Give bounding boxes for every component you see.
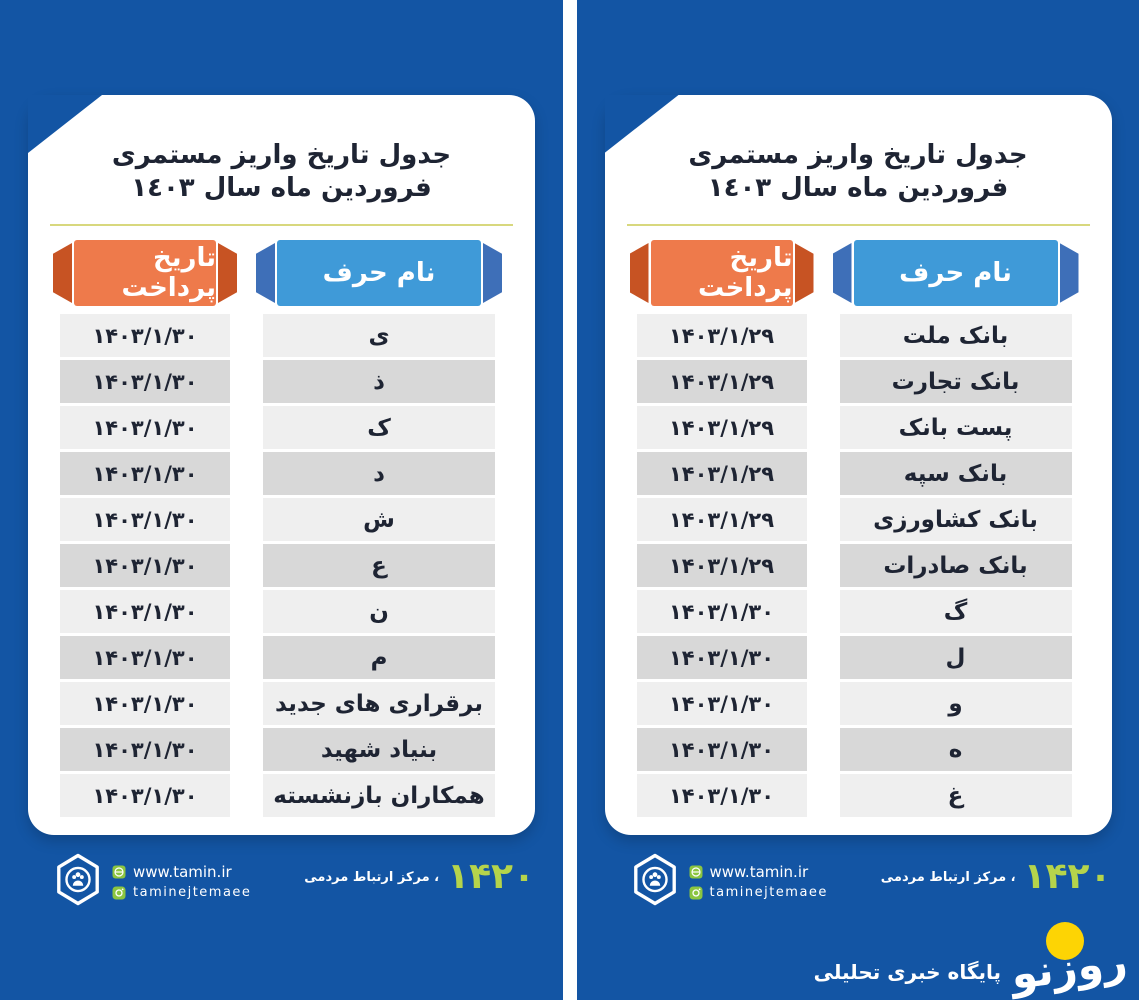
social-handle[interactable]: taminejtemaee	[709, 885, 828, 900]
payment-date-cell: ۱۴۰۳/۱/۲۹	[637, 314, 807, 357]
table-row	[605, 544, 1112, 587]
website-url[interactable]: www.tamin.ir	[709, 863, 809, 881]
globe-icon	[689, 865, 703, 879]
date-column-label: تاریخ پرداخت	[651, 240, 793, 306]
brand-logo-text: روزنو	[1008, 936, 1130, 999]
letter-name-cell: بانک تجارت	[840, 360, 1072, 403]
tamin-logo-icon	[631, 853, 679, 906]
organization-block	[605, 853, 828, 906]
table-row	[28, 682, 535, 725]
ribbon-tail-icon	[218, 243, 237, 303]
ribbon-tail-icon	[1060, 243, 1079, 303]
payment-date-cell: ۱۴۰۳/۱/۳۰	[60, 636, 230, 679]
letter-name-cell: ش	[263, 498, 495, 541]
social-handle[interactable]: taminejtemaee	[133, 885, 252, 900]
letter-name-cell: ک	[263, 406, 495, 449]
table-row	[605, 636, 1112, 679]
schedule-card	[605, 95, 1112, 835]
letter-name-cell: ل	[840, 636, 1072, 679]
payment-date-cell: ۱۴۰۳/۱/۳۰	[637, 728, 807, 771]
social-row	[689, 885, 828, 900]
table-row	[28, 498, 535, 541]
letter-name-cell: ع	[263, 544, 495, 587]
table-body	[28, 314, 535, 817]
news-brand-block	[814, 920, 1135, 1000]
table-row	[605, 774, 1112, 817]
hotline-label: ، مرکز ارتباط مردمی	[880, 869, 1016, 885]
payment-date-cell: ۱۴۰۳/۱/۳۰	[637, 682, 807, 725]
name-column-label: نام حرف	[854, 240, 1058, 306]
ribbon-tail-icon	[256, 243, 275, 303]
payment-date-cell: ۱۴۰۳/۱/۳۰	[637, 636, 807, 679]
date-column-header	[60, 240, 230, 306]
title-divider	[627, 224, 1090, 226]
contact-links	[689, 859, 828, 900]
payment-date-cell: ۱۴۰۳/۱/۳۰	[60, 406, 230, 449]
letter-name-cell: بانک سپه	[840, 452, 1072, 495]
schedule-panel	[0, 0, 563, 1000]
payment-date-cell: ۱۴۰۳/۱/۳۰	[60, 544, 230, 587]
payment-date-cell: ۱۴۰۳/۱/۳۰	[60, 360, 230, 403]
payment-date-cell: ۱۴۰۳/۱/۳۰	[637, 774, 807, 817]
table-row	[28, 728, 535, 771]
schedule-panel	[577, 0, 1139, 1000]
letter-name-cell: ذ	[263, 360, 495, 403]
table-row	[28, 452, 535, 495]
hotline-number: ۱۴۲۰	[1023, 856, 1112, 897]
table-row	[28, 636, 535, 679]
payment-date-cell: ۱۴۰۳/۱/۳۰	[60, 452, 230, 495]
payment-date-cell: ۱۴۰۳/۱/۳۰	[60, 590, 230, 633]
table-row	[28, 314, 535, 357]
letter-name-cell: ی	[263, 314, 495, 357]
letter-name-cell: پست بانک	[840, 406, 1072, 449]
ribbon-tail-icon	[833, 243, 852, 303]
social-row	[112, 885, 251, 900]
table-row	[28, 590, 535, 633]
table-row	[28, 406, 535, 449]
panel-footer	[28, 853, 535, 906]
table-row	[605, 452, 1112, 495]
ribbon-tail-icon	[483, 243, 502, 303]
letter-name-cell: بنیاد شهید	[263, 728, 495, 771]
table-header-row	[28, 240, 535, 306]
table-row	[605, 590, 1112, 633]
table-header-row	[605, 240, 1112, 306]
payment-date-cell: ۱۴۰۳/۱/۳۰	[60, 728, 230, 771]
instagram-icon	[689, 886, 703, 900]
hotline-number: ۱۴۲۰	[447, 856, 535, 897]
letter-name-cell: برقراری های جدید	[263, 682, 495, 725]
table-row	[605, 406, 1112, 449]
payment-date-cell: ۱۴۰۳/۱/۳۰	[60, 498, 230, 541]
payment-date-cell: ۱۴۰۳/۱/۳۰	[60, 774, 230, 817]
payment-date-cell: ۱۴۰۳/۱/۳۰	[637, 590, 807, 633]
ribbon-tail-icon	[630, 243, 649, 303]
ribbon-tail-icon	[53, 243, 72, 303]
table-row	[605, 728, 1112, 771]
letter-name-cell: بانک ملت	[840, 314, 1072, 357]
payment-date-cell: ۱۴۰۳/۱/۳۰	[60, 314, 230, 357]
letter-name-cell: بانک کشاورزی	[840, 498, 1072, 541]
date-column-header	[637, 240, 807, 306]
payment-date-cell: ۱۴۰۳/۱/۲۹	[637, 452, 807, 495]
letter-name-cell: و	[840, 682, 1072, 725]
brand-tagline: پایگاه خبری تحلیلی	[813, 960, 1001, 984]
table-row	[28, 774, 535, 817]
hotline-block	[881, 853, 1112, 895]
name-column-label: نام حرف	[277, 240, 481, 306]
table-row	[605, 682, 1112, 725]
instagram-icon	[112, 886, 126, 900]
table-row	[605, 498, 1112, 541]
name-column-header	[263, 240, 495, 306]
table-row	[605, 314, 1112, 357]
name-column-header	[840, 240, 1072, 306]
contact-links	[112, 859, 251, 900]
payment-date-cell: ۱۴۰۳/۱/۲۹	[637, 360, 807, 403]
letter-name-cell: م	[263, 636, 495, 679]
letter-name-cell: گ	[840, 590, 1072, 633]
letter-name-cell: همکاران بازنشسته	[263, 774, 495, 817]
letter-name-cell: د	[263, 452, 495, 495]
website-row	[689, 863, 828, 881]
card-title: جدول تاریخ واریز مستمری فروردین ماه سال ١٤٠٣	[688, 140, 1028, 203]
payment-date-cell: ۱۴۰۳/۱/۲۹	[637, 406, 807, 449]
hotline-block	[304, 853, 535, 895]
letter-name-cell: غ	[840, 774, 1072, 817]
table-row	[28, 360, 535, 403]
ribbon-tail-icon	[795, 243, 814, 303]
schedule-card	[28, 95, 535, 835]
globe-icon	[112, 865, 126, 879]
table-body	[605, 314, 1112, 817]
date-column-label: تاریخ پرداخت	[74, 240, 216, 306]
letter-name-cell: ه	[840, 728, 1072, 771]
payment-date-cell: ۱۴۰۳/۱/۳۰	[60, 682, 230, 725]
letter-name-cell: بانک صادرات	[840, 544, 1072, 587]
payment-date-cell: ۱۴۰۳/۱/۲۹	[637, 544, 807, 587]
table-row	[28, 544, 535, 587]
rooznow-logo-icon	[1003, 920, 1135, 1000]
card-title: جدول تاریخ واریز مستمری فروردین ماه سال ١٤٠٣	[111, 140, 452, 203]
table-row	[605, 360, 1112, 403]
website-url[interactable]: www.tamin.ir	[133, 863, 232, 881]
hotline-label: ، مرکز ارتباط مردمی	[304, 869, 440, 885]
website-row	[112, 863, 251, 881]
tamin-logo-icon	[54, 853, 102, 906]
title-divider	[50, 224, 513, 226]
organization-block	[28, 853, 251, 906]
payment-date-cell: ۱۴۰۳/۱/۲۹	[637, 498, 807, 541]
panel-footer	[605, 853, 1112, 906]
letter-name-cell: ن	[263, 590, 495, 633]
